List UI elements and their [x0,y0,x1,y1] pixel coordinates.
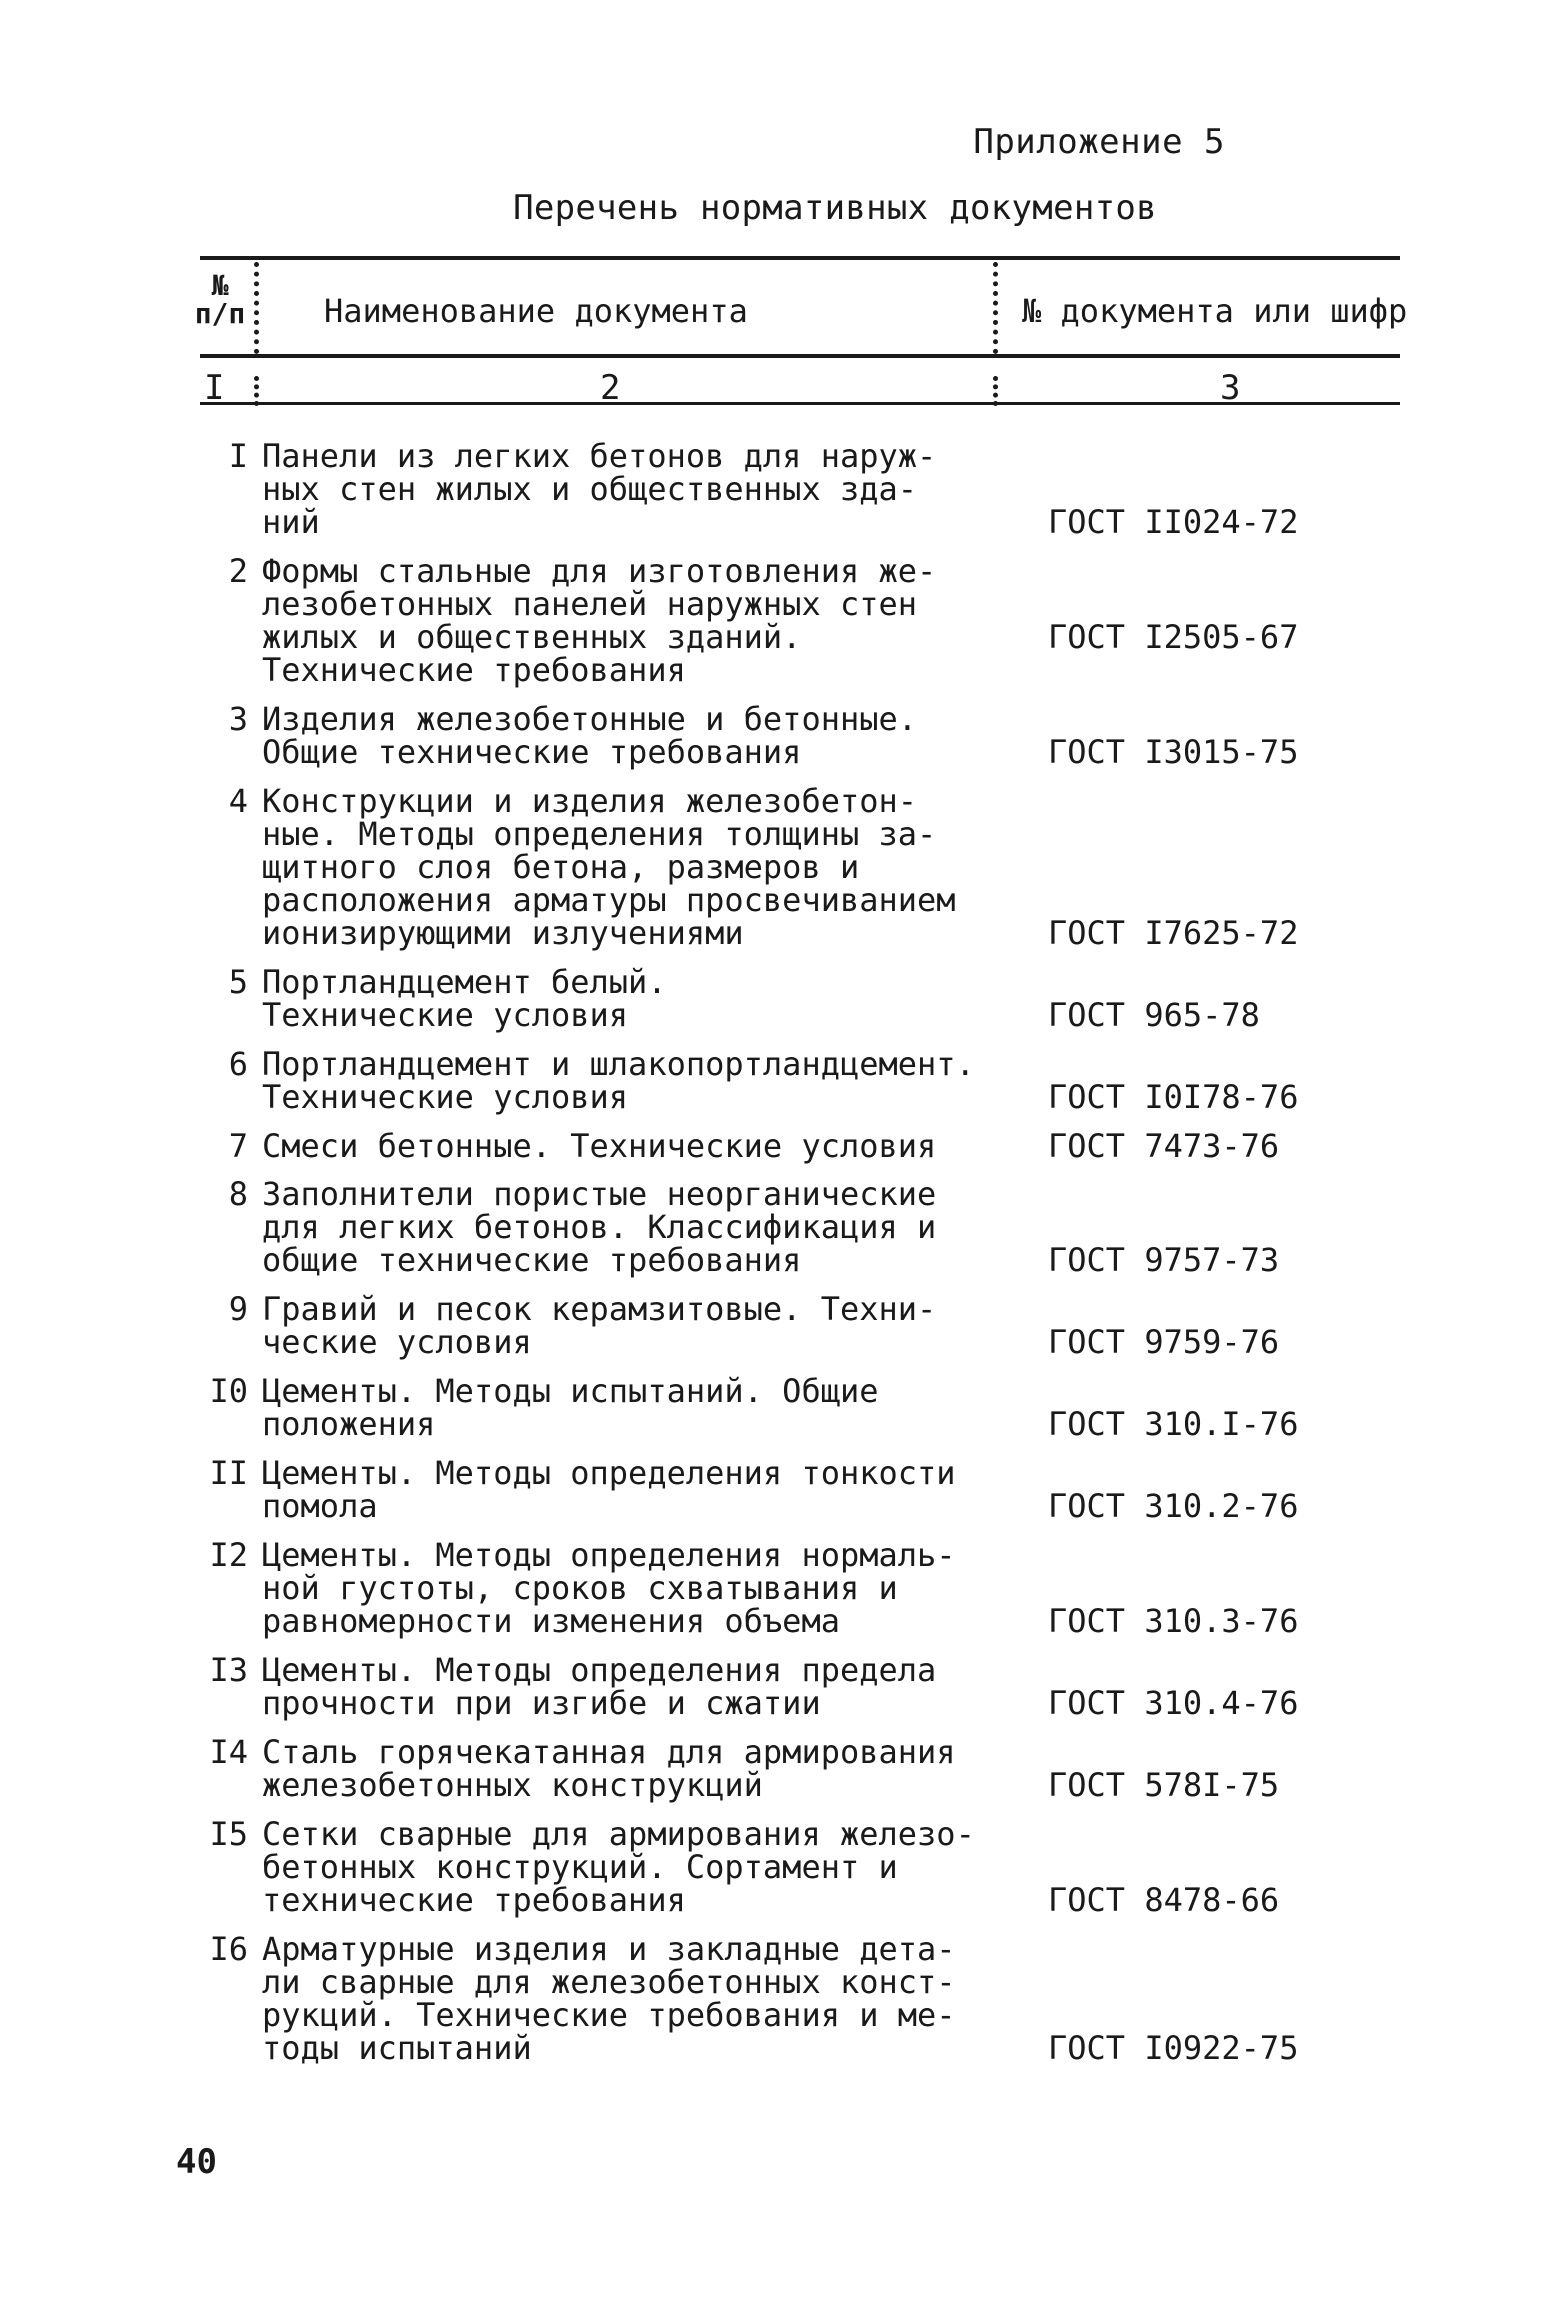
row-number: I2 [209,1536,248,1574]
row-document-code: ГОСТ II024-72 [1048,503,1299,541]
row-number: I [228,437,248,475]
row-number: I3 [209,1651,248,1689]
row-document-name: Портландцемент и шлакопортландцемент. Технические условия [262,1045,975,1116]
row-number: 5 [228,963,248,1001]
row-number: 3 [228,700,248,738]
row-document-name: Смеси бетонные. Технические условия [262,1127,937,1165]
row-document-code: ГОСТ I7625-72 [1048,914,1299,952]
row-document-code: ГОСТ 578I-75 [1048,1766,1280,1804]
page-number: 40 [176,2142,217,2182]
row-number: 4 [228,782,248,820]
row-document-name: Гравий и песок керамзитовые. Техни- ческие условия [262,1290,937,1361]
header-num: № п/п [194,269,246,330]
row-document-name: Цементы. Методы определения нормаль- ной густоты, сроков схватывания и равномерности изменения объема [262,1536,956,1640]
row-number: I6 [209,1930,248,1968]
header-separator-1 [254,262,259,354]
row-document-name: Сетки сварные для армирования железо- бетонных конструкций. Сортамент и технические требования [262,1815,975,1919]
appendix-label: Приложение 5 [973,122,1225,162]
row-document-code: ГОСТ 310.I-76 [1048,1405,1299,1443]
header-document-name: Наименование документа [324,292,748,330]
column-number-2: 2 [600,368,621,408]
row-document-code: ГОСТ I0I78-76 [1048,1078,1299,1116]
header-document-code: № документа или шифр [1022,292,1408,330]
row-number: I0 [209,1372,248,1410]
row-number: 2 [228,552,248,590]
row-document-name: Панели из легких бетонов для наруж- ных стен жилых и общественных зда- ний [262,437,937,541]
row-document-code: ГОСТ 310.2-76 [1048,1487,1299,1525]
row-document-code: ГОСТ 310.3-76 [1048,1602,1299,1640]
row-document-name: Заполнители пористые неорганические для легких бетонов. Классификация и общие технические требования [262,1175,937,1279]
row-document-code: ГОСТ 310.4-76 [1048,1684,1299,1722]
document-title: Перечень нормативных документов [513,188,1157,228]
row-document-name: Конструкции и изделия железобетон- ные. Методы определения толщины за- щитного слоя бетона, размеров и расположения арматуры просвечиванием ионизирующими излучениями [262,782,956,952]
row-document-name: Арматурные изделия и закладные дета- ли сварные для железобетонных конст- рукций. Технические требования и ме- тоды испытаний [262,1930,956,2067]
row-number: I4 [209,1733,248,1771]
header-bottom-rule [200,354,1400,358]
row-document-name: Цементы. Методы определения предела прочности при изгибе и сжатии [262,1651,937,1722]
row-number: I5 [209,1815,248,1853]
row-document-code: ГОСТ I0922-75 [1048,2029,1299,2067]
header-separator-2 [993,262,998,354]
row-number: II [209,1454,248,1492]
table-top-rule [200,256,1400,260]
column-number-1: I [204,368,225,408]
row-document-name: Изделия железобетонные и бетонные. Общие технические требования [262,700,918,771]
row-number: 7 [228,1127,248,1165]
row-number: 8 [228,1175,248,1213]
row-document-code: ГОСТ 8478-66 [1048,1881,1280,1919]
row-document-code: ГОСТ 7473-76 [1048,1127,1280,1165]
column-number-3: 3 [1220,368,1241,408]
row-number: 9 [228,1290,248,1328]
row-document-code: ГОСТ 9759-76 [1048,1323,1280,1361]
row-document-name: Сталь горячекатанная для армирования железобетонных конструкций [262,1733,956,1804]
row-document-name: Портландцемент белый. Технические условия [262,963,667,1034]
row-document-code: ГОСТ 965-78 [1048,996,1260,1034]
row-document-code: ГОСТ I2505-67 [1048,618,1299,656]
row-document-name: Формы стальные для изготовления же- лезобетонных панелей наружных стен жилых и общественных зданий. Технические требования [262,552,937,689]
row-number: 6 [228,1045,248,1083]
row-document-name: Цементы. Методы определения тонкости помола [262,1454,956,1525]
row-document-name: Цементы. Методы испытаний. Общие положения [262,1372,879,1443]
row-document-code: ГОСТ I3015-75 [1048,733,1299,771]
colnum-bottom-rule [200,402,1400,405]
row-document-code: ГОСТ 9757-73 [1048,1241,1280,1279]
